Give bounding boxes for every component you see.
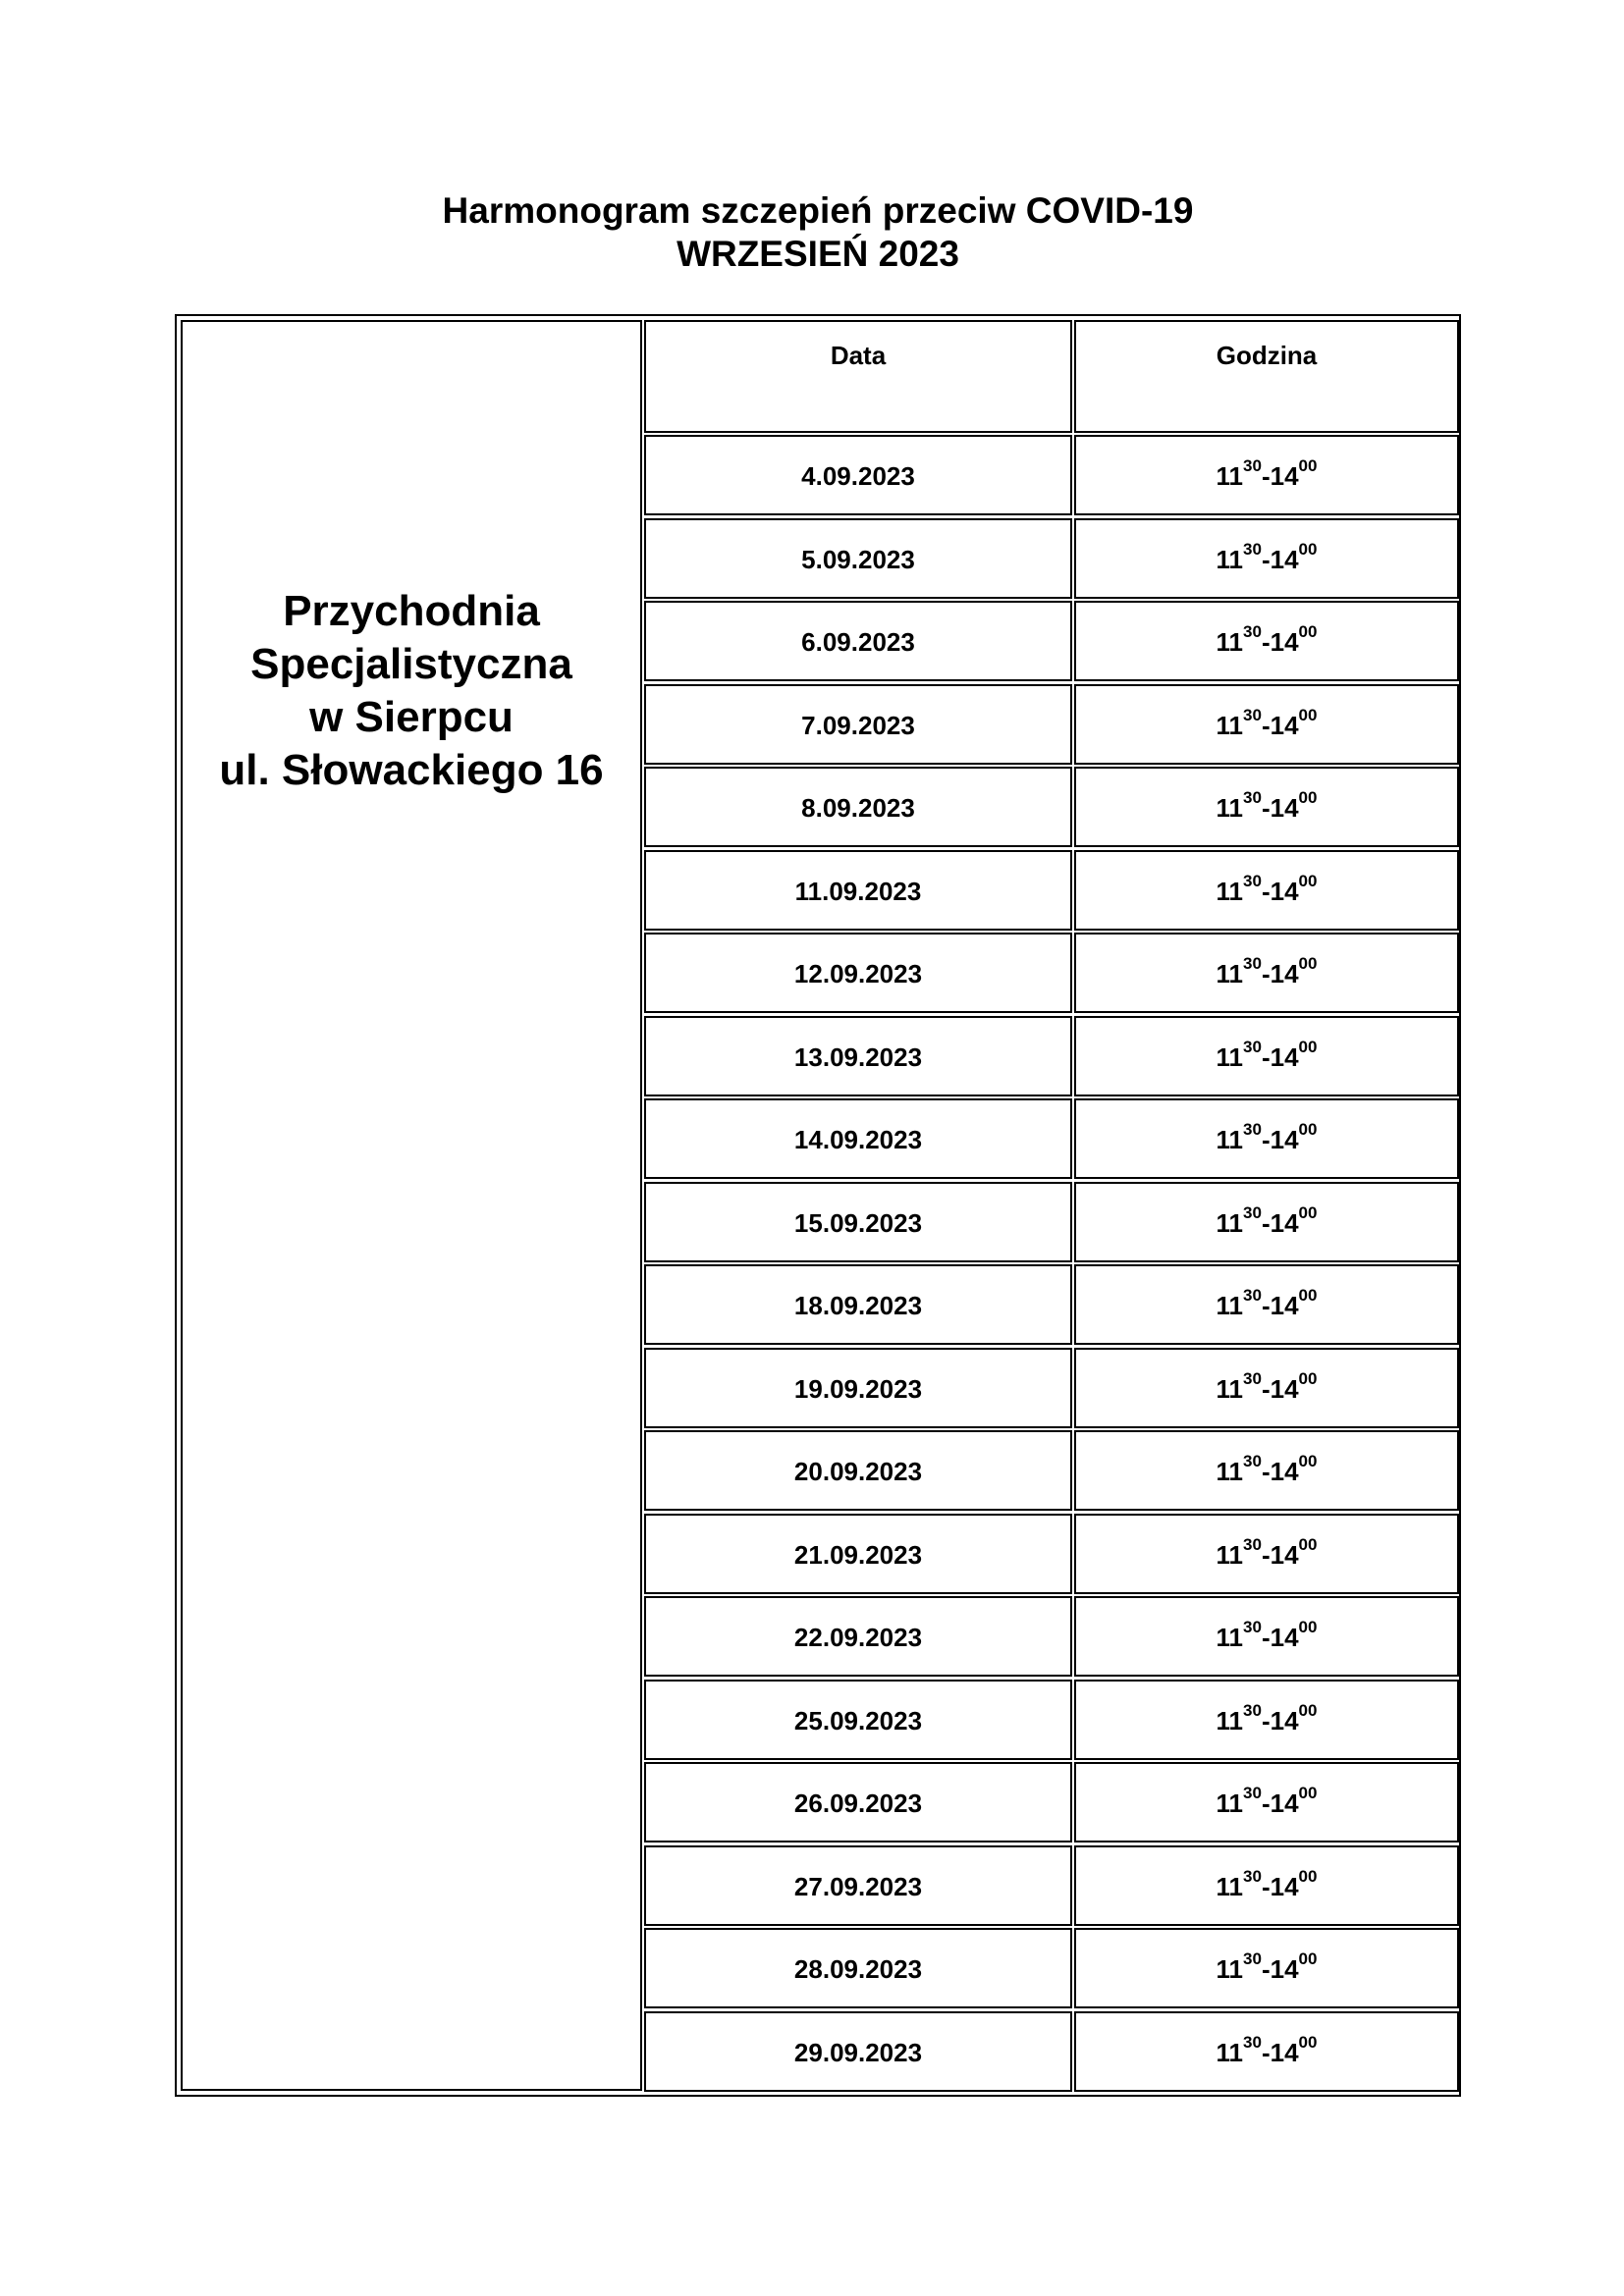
time-range bbox=[1216, 1452, 1318, 1486]
end-minute: 00 bbox=[1298, 1286, 1318, 1306]
start-minute: 30 bbox=[1243, 872, 1262, 891]
start-hour: 11 bbox=[1216, 1623, 1244, 1652]
date-cell bbox=[644, 1348, 1072, 1428]
end-hour: 14 bbox=[1270, 1042, 1299, 1072]
time-range bbox=[1216, 1203, 1318, 1238]
date-value: 28.09.2023 bbox=[793, 1954, 923, 1984]
end-minute: 00 bbox=[1298, 456, 1318, 476]
date-cell bbox=[644, 1680, 1072, 1760]
time-cell bbox=[1074, 601, 1459, 681]
date-cell bbox=[644, 767, 1072, 847]
start-minute: 30 bbox=[1243, 1120, 1262, 1140]
location-line: ul. Słowackiego 16 bbox=[219, 746, 604, 794]
date-cell bbox=[644, 1264, 1072, 1345]
end-minute: 00 bbox=[1298, 1867, 1318, 1887]
start-hour: 11 bbox=[1216, 1789, 1244, 1818]
time-range bbox=[1216, 706, 1318, 740]
start-minute: 30 bbox=[1243, 1203, 1262, 1223]
date-value: 27.09.2023 bbox=[793, 1872, 923, 1901]
range-dash: - bbox=[1261, 545, 1271, 574]
date-value: 4.09.2023 bbox=[801, 461, 915, 491]
date-header-cell bbox=[644, 320, 1072, 433]
time-cell bbox=[1074, 518, 1459, 599]
end-minute: 00 bbox=[1298, 1369, 1318, 1389]
time-range bbox=[1216, 1286, 1318, 1320]
date-cell bbox=[644, 850, 1072, 931]
time-range bbox=[1216, 872, 1318, 906]
time-range bbox=[1216, 1701, 1318, 1735]
end-hour: 14 bbox=[1270, 1125, 1299, 1154]
end-minute: 00 bbox=[1298, 2033, 1318, 2053]
date-cell bbox=[644, 518, 1072, 599]
time-cell bbox=[1074, 850, 1459, 931]
time-range bbox=[1216, 2033, 1318, 2067]
start-hour: 11 bbox=[1216, 1540, 1244, 1570]
start-minute: 30 bbox=[1243, 954, 1262, 974]
time-range bbox=[1216, 1867, 1318, 1901]
time-cell bbox=[1074, 1762, 1459, 1842]
range-dash: - bbox=[1261, 1042, 1271, 1072]
start-minute: 30 bbox=[1243, 1452, 1262, 1471]
start-hour: 11 bbox=[1216, 793, 1244, 823]
start-hour: 11 bbox=[1216, 1291, 1244, 1320]
time-header-cell bbox=[1074, 320, 1459, 433]
date-cell bbox=[644, 933, 1072, 1013]
start-minute: 30 bbox=[1243, 622, 1262, 642]
end-hour: 14 bbox=[1270, 877, 1299, 906]
end-minute: 00 bbox=[1298, 1784, 1318, 1803]
range-dash: - bbox=[1261, 1291, 1271, 1320]
end-minute: 00 bbox=[1298, 1701, 1318, 1721]
range-dash: - bbox=[1261, 1208, 1271, 1238]
time-cell bbox=[1074, 767, 1459, 847]
date-value: 15.09.2023 bbox=[793, 1208, 923, 1238]
location-label bbox=[183, 585, 640, 797]
location-cell bbox=[181, 320, 642, 2091]
end-minute: 00 bbox=[1298, 622, 1318, 642]
start-minute: 30 bbox=[1243, 1369, 1262, 1389]
range-dash: - bbox=[1261, 959, 1271, 988]
end-hour: 14 bbox=[1270, 959, 1299, 988]
range-dash: - bbox=[1261, 1540, 1271, 1570]
date-cell bbox=[644, 1016, 1072, 1096]
end-hour: 14 bbox=[1270, 545, 1299, 574]
date-value: 13.09.2023 bbox=[793, 1042, 923, 1072]
range-dash: - bbox=[1261, 627, 1271, 657]
range-dash: - bbox=[1261, 1125, 1271, 1154]
end-minute: 00 bbox=[1298, 1120, 1318, 1140]
start-minute: 30 bbox=[1243, 788, 1262, 808]
date-cell bbox=[644, 684, 1072, 765]
time-range bbox=[1216, 1949, 1318, 1984]
end-hour: 14 bbox=[1270, 1706, 1299, 1735]
end-minute: 00 bbox=[1298, 954, 1318, 974]
date-value: 14.09.2023 bbox=[793, 1125, 923, 1154]
time-range bbox=[1216, 456, 1318, 491]
end-hour: 14 bbox=[1270, 1457, 1299, 1486]
end-minute: 00 bbox=[1298, 1452, 1318, 1471]
date-value: 18.09.2023 bbox=[793, 1291, 923, 1320]
start-minute: 30 bbox=[1243, 1949, 1262, 1969]
start-minute: 30 bbox=[1243, 456, 1262, 476]
end-hour: 14 bbox=[1270, 1789, 1299, 1818]
start-hour: 11 bbox=[1216, 1954, 1244, 1984]
time-cell bbox=[1074, 1928, 1459, 2008]
time-range bbox=[1216, 1369, 1318, 1404]
end-hour: 14 bbox=[1270, 1291, 1299, 1320]
time-range bbox=[1216, 1618, 1318, 1652]
start-hour: 11 bbox=[1216, 711, 1244, 740]
end-minute: 00 bbox=[1298, 1203, 1318, 1223]
range-dash: - bbox=[1261, 1374, 1271, 1404]
schedule-table bbox=[175, 314, 1461, 2097]
date-value: 7.09.2023 bbox=[801, 711, 915, 740]
time-cell bbox=[1074, 435, 1459, 515]
start-minute: 30 bbox=[1243, 1784, 1262, 1803]
range-dash: - bbox=[1261, 1872, 1271, 1901]
time-range bbox=[1216, 622, 1318, 657]
document-subtitle: WRZESIEŃ 2023 bbox=[677, 234, 959, 274]
start-hour: 11 bbox=[1216, 1706, 1244, 1735]
end-minute: 00 bbox=[1298, 1535, 1318, 1555]
start-hour: 11 bbox=[1216, 1125, 1244, 1154]
date-cell bbox=[644, 1845, 1072, 1926]
start-hour: 11 bbox=[1216, 1457, 1244, 1486]
date-value: 5.09.2023 bbox=[801, 545, 915, 574]
date-value: 25.09.2023 bbox=[793, 1706, 923, 1735]
time-cell bbox=[1074, 1514, 1459, 1594]
time-range bbox=[1216, 1120, 1318, 1154]
date-header: Data bbox=[830, 341, 887, 370]
start-hour: 11 bbox=[1216, 627, 1244, 657]
date-cell bbox=[644, 601, 1072, 681]
end-minute: 00 bbox=[1298, 1949, 1318, 1969]
date-cell bbox=[644, 1514, 1072, 1594]
date-value: 8.09.2023 bbox=[801, 793, 915, 823]
date-value: 11.09.2023 bbox=[794, 877, 922, 906]
start-minute: 30 bbox=[1243, 706, 1262, 725]
end-hour: 14 bbox=[1270, 1623, 1299, 1652]
time-cell bbox=[1074, 1182, 1459, 1262]
location-line: w Sierpcu bbox=[309, 693, 514, 741]
time-cell bbox=[1074, 1845, 1459, 1926]
end-hour: 14 bbox=[1270, 1374, 1299, 1404]
start-hour: 11 bbox=[1216, 1374, 1244, 1404]
end-hour: 14 bbox=[1270, 793, 1299, 823]
time-cell bbox=[1074, 1348, 1459, 1428]
range-dash: - bbox=[1261, 877, 1271, 906]
start-minute: 30 bbox=[1243, 1535, 1262, 1555]
time-header: Godzina bbox=[1216, 341, 1318, 370]
time-range bbox=[1216, 788, 1318, 823]
range-dash: - bbox=[1261, 1789, 1271, 1818]
end-hour: 14 bbox=[1270, 1208, 1299, 1238]
end-minute: 00 bbox=[1298, 1038, 1318, 1057]
location-line: Specjalistyczna bbox=[250, 640, 572, 688]
time-cell bbox=[1074, 1680, 1459, 1760]
start-hour: 11 bbox=[1216, 2038, 1244, 2067]
date-value: 22.09.2023 bbox=[793, 1623, 923, 1652]
time-range bbox=[1216, 954, 1318, 988]
range-dash: - bbox=[1261, 1706, 1271, 1735]
time-range bbox=[1216, 1784, 1318, 1818]
start-hour: 11 bbox=[1216, 1042, 1244, 1072]
start-minute: 30 bbox=[1243, 1618, 1262, 1637]
end-hour: 14 bbox=[1270, 1872, 1299, 1901]
start-minute: 30 bbox=[1243, 2033, 1262, 2053]
date-value: 29.09.2023 bbox=[793, 2038, 923, 2067]
end-hour: 14 bbox=[1270, 2038, 1299, 2067]
end-hour: 14 bbox=[1270, 1954, 1299, 1984]
date-value: 20.09.2023 bbox=[793, 1457, 923, 1486]
start-minute: 30 bbox=[1243, 1038, 1262, 1057]
date-value: 12.09.2023 bbox=[793, 959, 923, 988]
time-range bbox=[1216, 540, 1318, 574]
end-hour: 14 bbox=[1270, 711, 1299, 740]
date-cell bbox=[644, 1596, 1072, 1677]
end-minute: 00 bbox=[1298, 540, 1318, 560]
end-minute: 00 bbox=[1298, 872, 1318, 891]
start-minute: 30 bbox=[1243, 1867, 1262, 1887]
end-hour: 14 bbox=[1270, 1540, 1299, 1570]
date-value: 21.09.2023 bbox=[793, 1540, 923, 1570]
start-hour: 11 bbox=[1216, 959, 1244, 988]
range-dash: - bbox=[1261, 2038, 1271, 2067]
document-title: Harmonogram szczepień przeciw COVID-19 bbox=[442, 190, 1194, 231]
time-cell bbox=[1074, 1596, 1459, 1677]
time-cell bbox=[1074, 2011, 1459, 2092]
range-dash: - bbox=[1261, 1623, 1271, 1652]
time-cell bbox=[1074, 1430, 1459, 1511]
time-cell bbox=[1074, 684, 1459, 765]
time-cell bbox=[1074, 1098, 1459, 1179]
start-minute: 30 bbox=[1243, 1701, 1262, 1721]
date-cell bbox=[644, 1182, 1072, 1262]
range-dash: - bbox=[1261, 461, 1271, 491]
range-dash: - bbox=[1261, 793, 1271, 823]
time-cell bbox=[1074, 1264, 1459, 1345]
range-dash: - bbox=[1261, 711, 1271, 740]
date-cell bbox=[644, 1430, 1072, 1511]
time-cell bbox=[1074, 933, 1459, 1013]
range-dash: - bbox=[1261, 1954, 1271, 1984]
date-cell bbox=[644, 1098, 1072, 1179]
date-value: 6.09.2023 bbox=[801, 627, 915, 657]
start-minute: 30 bbox=[1243, 1286, 1262, 1306]
time-cell bbox=[1074, 1016, 1459, 1096]
start-hour: 11 bbox=[1216, 461, 1244, 491]
end-minute: 00 bbox=[1298, 706, 1318, 725]
date-cell bbox=[644, 2011, 1072, 2092]
date-cell bbox=[644, 1762, 1072, 1842]
date-cell bbox=[644, 1928, 1072, 2008]
end-hour: 14 bbox=[1270, 461, 1299, 491]
end-hour: 14 bbox=[1270, 627, 1299, 657]
start-hour: 11 bbox=[1216, 1208, 1244, 1238]
end-minute: 00 bbox=[1298, 788, 1318, 808]
time-range bbox=[1216, 1038, 1318, 1072]
date-value: 19.09.2023 bbox=[793, 1374, 923, 1404]
location-line: Przychodnia bbox=[283, 587, 540, 635]
date-cell bbox=[644, 435, 1072, 515]
start-hour: 11 bbox=[1216, 545, 1244, 574]
range-dash: - bbox=[1261, 1457, 1271, 1486]
start-hour: 11 bbox=[1216, 877, 1244, 906]
end-minute: 00 bbox=[1298, 1618, 1318, 1637]
start-hour: 11 bbox=[1216, 1872, 1244, 1901]
time-range bbox=[1216, 1535, 1318, 1570]
date-value: 26.09.2023 bbox=[793, 1789, 923, 1818]
document-header bbox=[0, 189, 1624, 276]
start-minute: 30 bbox=[1243, 540, 1262, 560]
